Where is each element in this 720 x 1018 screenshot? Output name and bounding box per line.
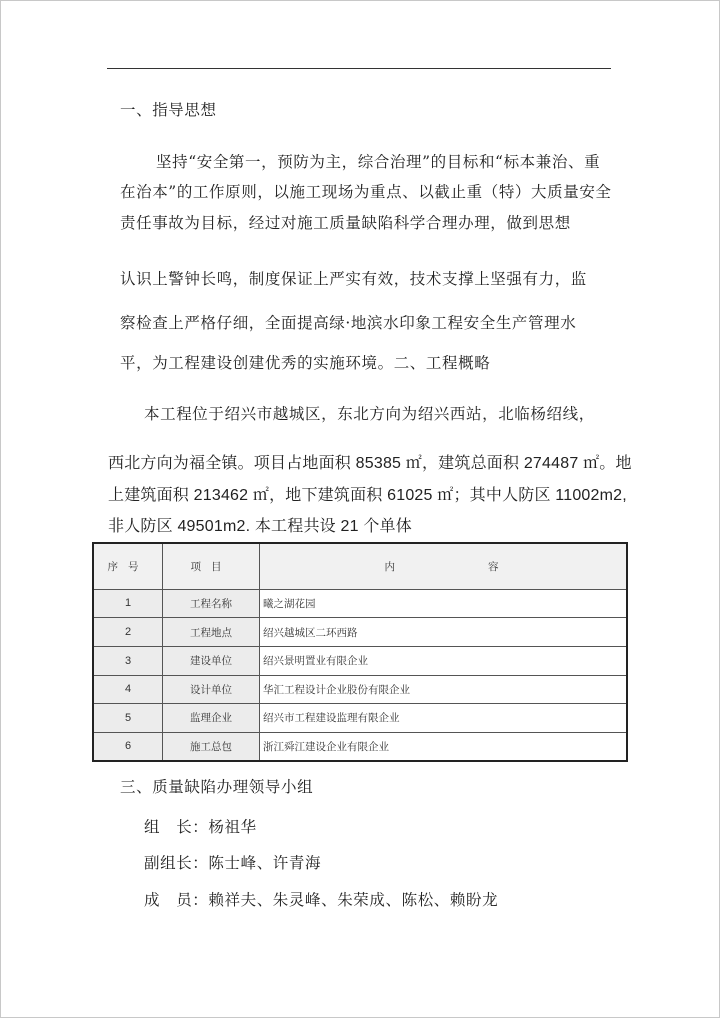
- row-no: 1: [93, 589, 163, 618]
- table-row: [93, 732, 627, 761]
- row-no: 4: [93, 675, 163, 704]
- paragraph-line: 察检查上严格仔细，全面提高绿·地滨水印象工程安全生产管理水: [120, 314, 577, 332]
- row-content: 曦之湖花园: [260, 589, 628, 618]
- row-no: 2: [93, 618, 163, 647]
- row-item: 建设单位: [163, 646, 260, 675]
- paragraph-line: 上建筑面积 213462 ㎡，地下建筑面积 61025 ㎡；其中人防区 11002m2,: [108, 487, 627, 504]
- table-row: [93, 618, 627, 647]
- row-no: 3: [93, 646, 163, 675]
- paragraph-line: 西北方向为福全镇。项目占地面积 85385 ㎡，建筑总面积 274487 ㎡。地: [108, 455, 632, 472]
- paragraph-line: 平，为工程建设创建优秀的实施环境。二、工程概略: [120, 354, 491, 372]
- row-content: 绍兴市工程建设监理有限企业: [260, 704, 628, 733]
- paragraph-line: 在治本”的工作原则，以施工现场为重点、以截止重（特）大质量安全: [120, 183, 612, 201]
- table-row: [93, 646, 627, 675]
- paragraph-line: 非人防区 49501m2. 本工程共设 21 个单体: [108, 518, 412, 535]
- paragraph-line: 责任事故为目标，经过对施工质量缺陷科学合理办理，做到思想: [120, 214, 571, 232]
- section-3-title: 三、质量缺陷办理领导小组: [120, 778, 314, 796]
- table-row: [93, 589, 627, 618]
- header-rule: [107, 68, 611, 69]
- table-row: [93, 704, 627, 733]
- row-item: 工程名称: [163, 589, 260, 618]
- table-row: [93, 675, 627, 704]
- project-info-table: [92, 542, 628, 762]
- row-item: 设计单位: [163, 675, 260, 704]
- paragraph-line: 坚持“安全第一，预防为主，综合治理”的目标和“标本兼治、重: [156, 153, 601, 171]
- row-no: 6: [93, 732, 163, 761]
- header-content: 内 容: [260, 543, 628, 589]
- row-item: 施工总包: [163, 732, 260, 761]
- header-item: 项目: [163, 543, 260, 589]
- row-content: 绍兴越城区二环西路: [260, 618, 628, 647]
- section-1-title: 一、指导思想: [120, 101, 217, 119]
- table-header-row: [93, 543, 627, 589]
- paragraph-line: 认识上警钟长鸣，制度保证上严实有效，技术支撑上坚强有力，监: [120, 270, 587, 288]
- row-item: 工程地点: [163, 618, 260, 647]
- row-no: 5: [93, 704, 163, 733]
- header-no: 序号: [93, 543, 163, 589]
- member-line: 副组长：陈士峰、许青海: [144, 854, 322, 872]
- paragraph-line: 本工程位于绍兴市越城区，东北方向为绍兴西站，北临杨绍线，: [144, 405, 595, 423]
- member-line: 成 员：赖祥夫、朱灵峰、朱荣成、陈松、赖盼龙: [144, 891, 499, 909]
- row-content: 华汇工程设计企业股份有限企业: [260, 675, 628, 704]
- row-item: 监理企业: [163, 704, 260, 733]
- row-content: 浙江舜江建设企业有限企业: [260, 732, 628, 761]
- member-line: 组 长：杨祖华: [144, 818, 257, 836]
- row-content: 绍兴景明置业有限企业: [260, 646, 628, 675]
